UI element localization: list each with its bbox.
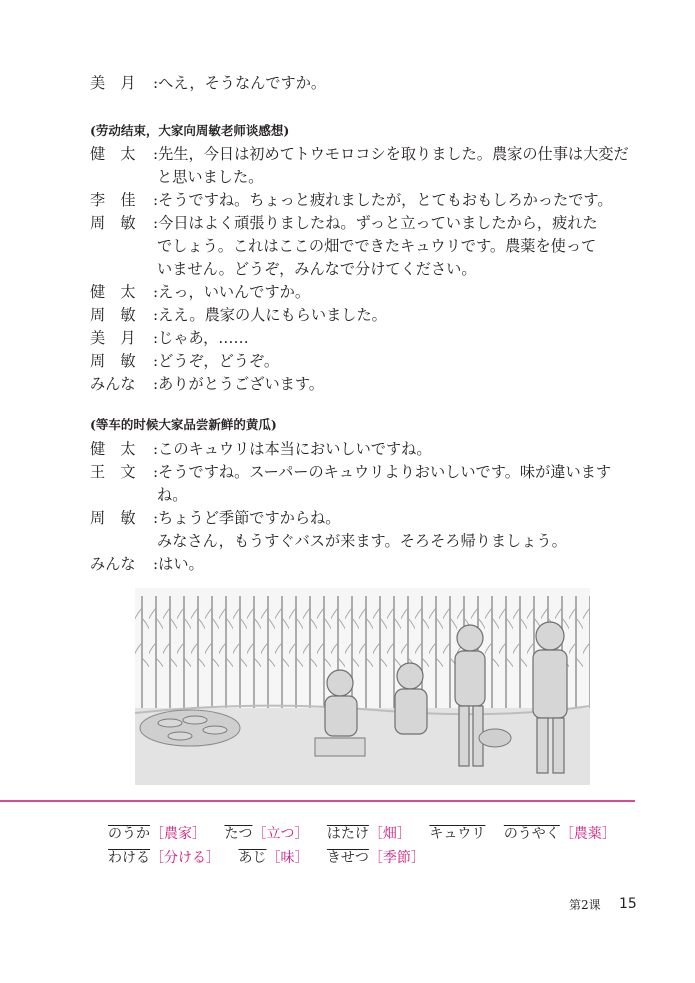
dialogue-line: 周 敏 :どうぞ，どうぞ。 — [90, 350, 650, 373]
speaker: 健 太 — [90, 440, 136, 458]
vocab-item: あじ［味］ — [238, 850, 309, 866]
page-number: 15 — [619, 896, 637, 912]
utterance: 今日はよく頑張りましたね。ずっと立っていましたから，疲れた — [158, 214, 598, 232]
utterance: どうぞ，どうぞ。 — [158, 352, 280, 370]
vocab-item: のうやく［農薬］ — [503, 826, 616, 842]
scene-heading: (等车的时候大家品尝新鲜的黄瓜) — [90, 417, 277, 432]
utterance: へえ，そうなんですか。 — [158, 74, 327, 92]
dialogue-line: 王 文 :そうですね。スーパーのキュウリよりおいしいです。味が違います — [90, 461, 650, 484]
dialogue-line: 周 敏 :ええ。農家の人にもらいました。 — [90, 304, 650, 327]
utterance: ちょうど季節ですからね。 — [158, 509, 341, 527]
speaker: 王 文 — [90, 463, 136, 481]
dialogue-line: 周 敏 :ちょうど季節ですからね。 — [90, 507, 650, 530]
scene-heading: (劳动结束，大家向周敏老师谈感想) — [90, 123, 290, 138]
lesson-label: 第2课 — [569, 898, 601, 912]
vocab-row — [108, 848, 439, 868]
dialogue-line — [90, 72, 650, 95]
vocab-item: わける［分ける］ — [108, 850, 220, 866]
utterance: じゃあ，…… — [158, 329, 249, 347]
dialogue-line: みんな :はい。 — [90, 553, 650, 576]
cornfield-scene-illustration — [135, 588, 590, 785]
speaker: 周 敏 — [90, 352, 136, 370]
utterance: そうですね。スーパーのキュウリよりおいしいです。味が違います — [158, 463, 612, 481]
speaker: 美 月 — [90, 74, 136, 92]
vocab-item: はたけ［畑］ — [326, 826, 411, 842]
speaker: 周 敏 — [90, 306, 136, 324]
utterance-continuation: と思いました。 — [157, 168, 264, 186]
colon: : — [153, 74, 159, 92]
illustration — [135, 588, 590, 785]
utterance: そうですね。ちょっと疲れましたが，とてもおもしろかったです。 — [158, 191, 613, 209]
speaker: みんな — [90, 555, 136, 573]
vocab-row — [108, 824, 630, 844]
speaker: 李 佳 — [90, 191, 136, 209]
speaker: 周 敏 — [90, 214, 136, 232]
utterance: このキュウリは本当においしいですね。 — [158, 440, 432, 458]
utterance-continuation: でしょう。これはここの畑でできたキュウリです。農薬を使って — [157, 237, 597, 255]
utterance: はい。 — [158, 555, 204, 573]
utterance: えっ，いいんですか。 — [158, 283, 310, 301]
dialogue-line: みんな :ありがとうございます。 — [90, 373, 650, 396]
vocab-item: のうか［農家］ — [108, 826, 206, 842]
speaker: 美 月 — [90, 329, 136, 347]
speaker: みんな — [90, 375, 136, 393]
dialogue-line: 周 敏 :今日はよく頑張りましたね。ずっと立っていましたから，疲れた — [90, 212, 650, 235]
dialogue-line: 健 太 :このキュウリは本当においしいですね。 — [90, 438, 650, 461]
dialogue-line: 健 太 :えっ，いいんですか。 — [90, 281, 650, 304]
vocab-item: きせつ［季節］ — [326, 850, 425, 866]
utterance-continuation: みなさん，もうすぐバスが来ます。そろそろ帰りましょう。 — [157, 532, 567, 550]
utterance: 先生，今日は初めてトウモロコシを取りました。農家の仕事は大変だ — [158, 145, 629, 163]
dialogue-line: 美 月 :じゃあ，…… — [90, 327, 650, 350]
utterance: ありがとうございます。 — [158, 375, 324, 393]
utterance: ええ。農家の人にもらいました。 — [158, 306, 387, 324]
vocab-item: キュウリ — [429, 826, 486, 842]
speaker: 健 太 — [90, 145, 136, 163]
utterance-continuation: ね。 — [157, 486, 188, 504]
speaker: 健 太 — [90, 283, 136, 301]
dialogue-line: 李 佳 :そうですね。ちょっと疲れましたが，とてもおもしろかったです。 — [90, 189, 650, 212]
vocab-item: たつ［立つ］ — [224, 826, 309, 842]
speaker: 周 敏 — [90, 509, 136, 527]
utterance-continuation: いません。どうぞ，みんなで分けてください。 — [157, 260, 477, 278]
section-divider — [0, 800, 635, 802]
dialogue-line: 健 太 :先生，今日は初めてトウモロコシを取りました。農家の仕事は大変だ — [90, 143, 650, 166]
